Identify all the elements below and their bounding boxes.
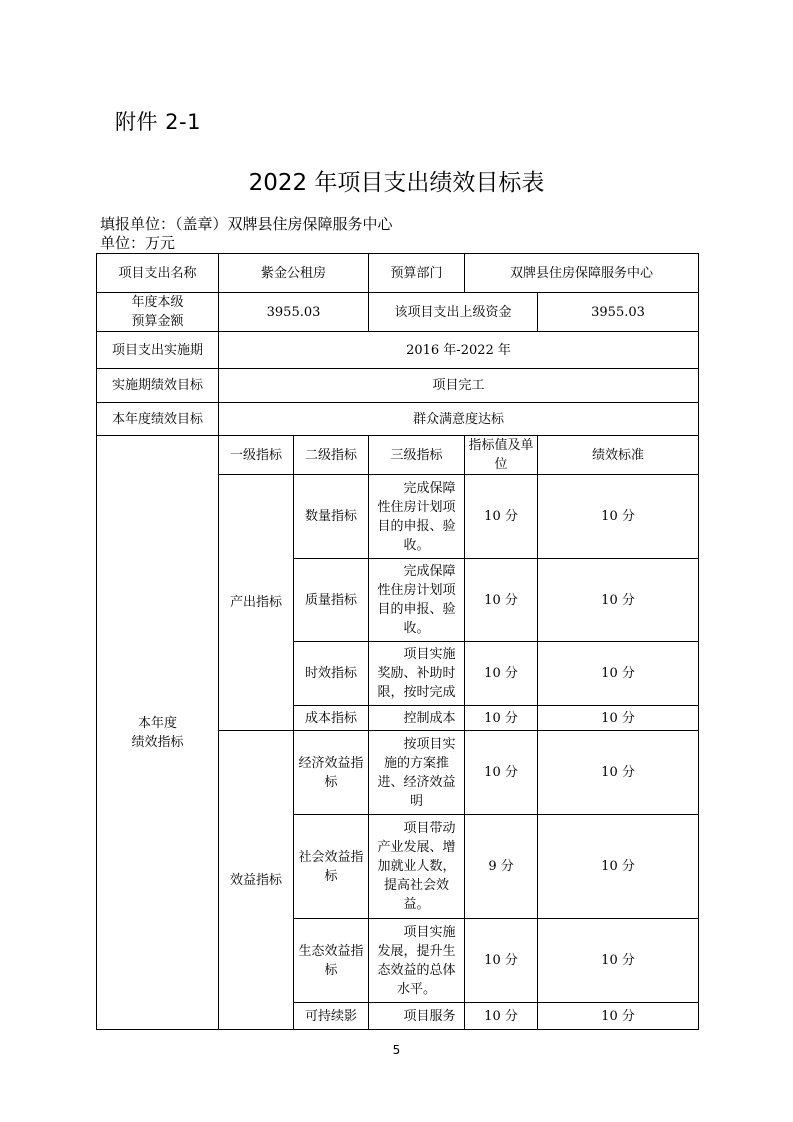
- period-value: 2016 年-2022 年: [219, 332, 699, 369]
- attachment-label: 附件 2-1: [115, 110, 201, 134]
- table-row: [97, 436, 699, 475]
- level2-cell: 可持续影: [294, 1003, 369, 1030]
- value-cell: 10 分: [465, 559, 538, 642]
- annual-budget-label: [97, 293, 219, 332]
- value-cell: 10 分: [465, 475, 538, 559]
- annual-budget-label-line1: 年度本级: [131, 295, 184, 310]
- budget-dept-value: 双牌县住房保障服务中心: [465, 254, 699, 293]
- table-row: [97, 369, 699, 403]
- money-unit: 单位：万元: [100, 234, 176, 252]
- col-header-level2: 二级指标: [294, 436, 369, 475]
- superior-fund-label: 该项目支出上级资金: [369, 293, 538, 332]
- level3-cell: 控制成本: [369, 706, 465, 731]
- level3-cell: 项目实施奖励、补助时限，按时完成: [369, 642, 465, 706]
- value-cell: 10 分: [465, 1003, 538, 1030]
- standard-cell: 10 分: [538, 706, 699, 731]
- project-name-label: 项目支出名称: [97, 254, 219, 293]
- indicators-section-label: [97, 436, 219, 1030]
- standard-cell: 10 分: [538, 642, 699, 706]
- level3-cell: 项目带动产业发展、增加就业人数，提高社会效益。: [369, 815, 465, 919]
- benefit-indicator-label: 效益指标: [219, 731, 294, 1030]
- value-cell: 10 分: [465, 919, 538, 1003]
- col-header-level3: 三级指标: [369, 436, 465, 475]
- standard-cell: 10 分: [538, 919, 699, 1003]
- section-label-line1: 本年度: [137, 715, 177, 731]
- level3-cell: 项目实施发展，提升生态效益的总体水平。: [369, 919, 465, 1003]
- level3-cell: 项目服务: [369, 1003, 465, 1030]
- standard-cell: 10 分: [538, 475, 699, 559]
- fill-unit: 填报单位：（盖章）双牌县住房保障服务中心: [100, 215, 393, 233]
- value-cell: 10 分: [465, 731, 538, 815]
- page-title: 2022 年项目支出绩效目标表: [248, 170, 545, 196]
- col-header-level1: 一级指标: [219, 436, 294, 475]
- level2-cell: 质量指标: [294, 559, 369, 642]
- level3-cell: 完成保障性住房计划项目的申报、验收。: [369, 559, 465, 642]
- page-number: 5: [392, 1043, 401, 1057]
- level3-cell: 按项目实施的方案推进、经济效益明: [369, 731, 465, 815]
- budget-dept-label: 预算部门: [369, 254, 465, 293]
- value-cell: 9 分: [465, 815, 538, 919]
- standard-cell: 10 分: [538, 815, 699, 919]
- section-label-line2: 绩效指标: [131, 734, 184, 750]
- level3-cell: 完成保障性住房计划项目的申报、验收。: [369, 475, 465, 559]
- table-row: [97, 332, 699, 369]
- value-cell: 10 分: [465, 706, 538, 731]
- level2-cell: 数量指标: [294, 475, 369, 559]
- annual-budget-value: 3955.03: [219, 293, 369, 332]
- year-goal-value: 群众满意度达标: [219, 403, 699, 436]
- output-indicator-label: 产出指标: [219, 475, 294, 731]
- level2-cell: 生态效益指标: [294, 919, 369, 1003]
- level2-cell: 时效指标: [294, 642, 369, 706]
- performance-table: [96, 253, 699, 1030]
- standard-cell: 10 分: [538, 731, 699, 815]
- value-cell: 10 分: [465, 642, 538, 706]
- year-goal-label: 本年度绩效目标: [97, 403, 219, 436]
- table-row: [97, 403, 699, 436]
- period-label: 项目支出实施期: [97, 332, 219, 369]
- col-header-standard: 绩效标准: [538, 436, 699, 475]
- table-row: [97, 254, 699, 293]
- period-goal-value: 项目完工: [219, 369, 699, 403]
- level2-cell: 经济效益指标: [294, 731, 369, 815]
- standard-cell: 10 分: [538, 1003, 699, 1030]
- level2-cell: 社会效益指标: [294, 815, 369, 919]
- standard-cell: 10 分: [538, 559, 699, 642]
- col-header-value: 指标值及单位: [465, 436, 538, 475]
- level2-cell: 成本指标: [294, 706, 369, 731]
- period-goal-label: 实施期绩效目标: [97, 369, 219, 403]
- annual-budget-label-line2: 预算金额: [131, 314, 184, 329]
- table-row: [97, 293, 699, 332]
- superior-fund-value: 3955.03: [538, 293, 699, 332]
- project-name-value: 紫金公租房: [219, 254, 369, 293]
